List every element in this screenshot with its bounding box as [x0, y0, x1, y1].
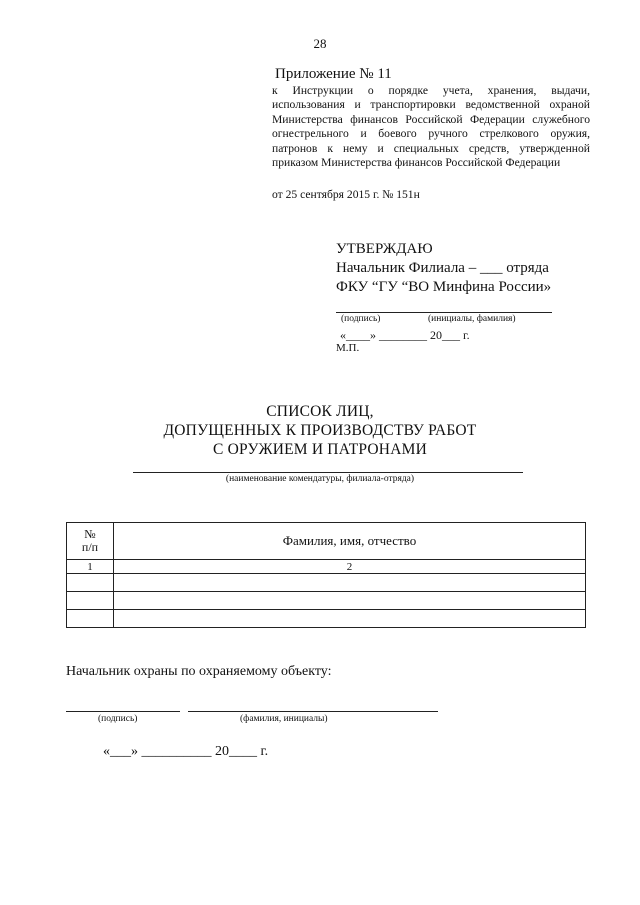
table-cell[interactable]	[114, 610, 586, 628]
appendix-title: Приложение № 11	[275, 66, 392, 82]
table-cell[interactable]	[114, 574, 586, 592]
approval-heading: УТВЕРЖДАЮ	[336, 241, 433, 257]
footer-date-line: «___» __________ 20____ г.	[103, 744, 269, 759]
approval-signature-line	[336, 312, 552, 313]
header-number-symbol: №	[84, 527, 96, 541]
header-number-abbrev: п/п	[81, 540, 99, 554]
table-cell[interactable]	[67, 574, 114, 592]
document-title	[0, 402, 640, 459]
approval-initials-label: (инициалы, фамилия)	[428, 314, 516, 324]
approval-signature-label: (подпись)	[341, 314, 381, 324]
table-row	[67, 574, 586, 592]
persons-table	[66, 522, 586, 628]
footer-name-label: (фамилия, инициалы)	[240, 714, 328, 724]
appendix-order-date: от 25 сентября 2015 г. № 151н	[272, 188, 420, 201]
appendix-description: к Инструкции о порядке учета, хранения, выдачи, использования и транспортировки ведомственной охраной Министерства финансов Российской Федерации служебного огнестрельного и боевого ручного стрелкового оружия, патронов к нему и специальных средств, утвержденной приказом Министерства финансов Российской Федерации	[272, 84, 590, 170]
approval-date-line: «____» ________ 20___ г.	[340, 328, 470, 342]
organization-name-line	[133, 472, 523, 473]
footer-name-line	[188, 711, 438, 712]
table-index-row	[67, 560, 586, 574]
table-cell[interactable]	[67, 592, 114, 610]
security-chief-label: Начальник охраны по охраняемому объекту:	[66, 664, 332, 679]
table-header-row	[67, 523, 586, 560]
table-cell[interactable]	[67, 610, 114, 628]
header-full-name: Фамилия, имя, отчество	[114, 523, 586, 560]
approval-position: Начальник Филиала – ___ отряда	[336, 260, 549, 276]
title-line-2: ДОПУЩЕННЫХ К ПРОИЗВОДСТВУ РАБОТ	[163, 422, 477, 439]
title-line-3: С ОРУЖИЕМ И ПАТРОНАМИ	[213, 441, 427, 458]
index-cell-1: 1	[67, 560, 114, 574]
page-number: 28	[313, 36, 327, 51]
table-row	[67, 610, 586, 628]
table-row	[67, 592, 586, 610]
approval-block	[336, 240, 551, 297]
organization-name-caption: (наименование комендатуры, филиала-отряда)	[225, 474, 415, 484]
title-line-1: СПИСОК ЛИЦ,	[266, 403, 374, 420]
table-cell[interactable]	[114, 592, 586, 610]
footer-signature-line	[66, 711, 180, 712]
header-number	[67, 523, 114, 560]
footer-signature-label: (подпись)	[98, 714, 138, 724]
approval-organization: ФКУ “ГУ “ВО Минфина России»	[336, 279, 552, 295]
stamp-place-label: М.П.	[336, 342, 360, 354]
index-cell-2: 2	[114, 560, 586, 574]
